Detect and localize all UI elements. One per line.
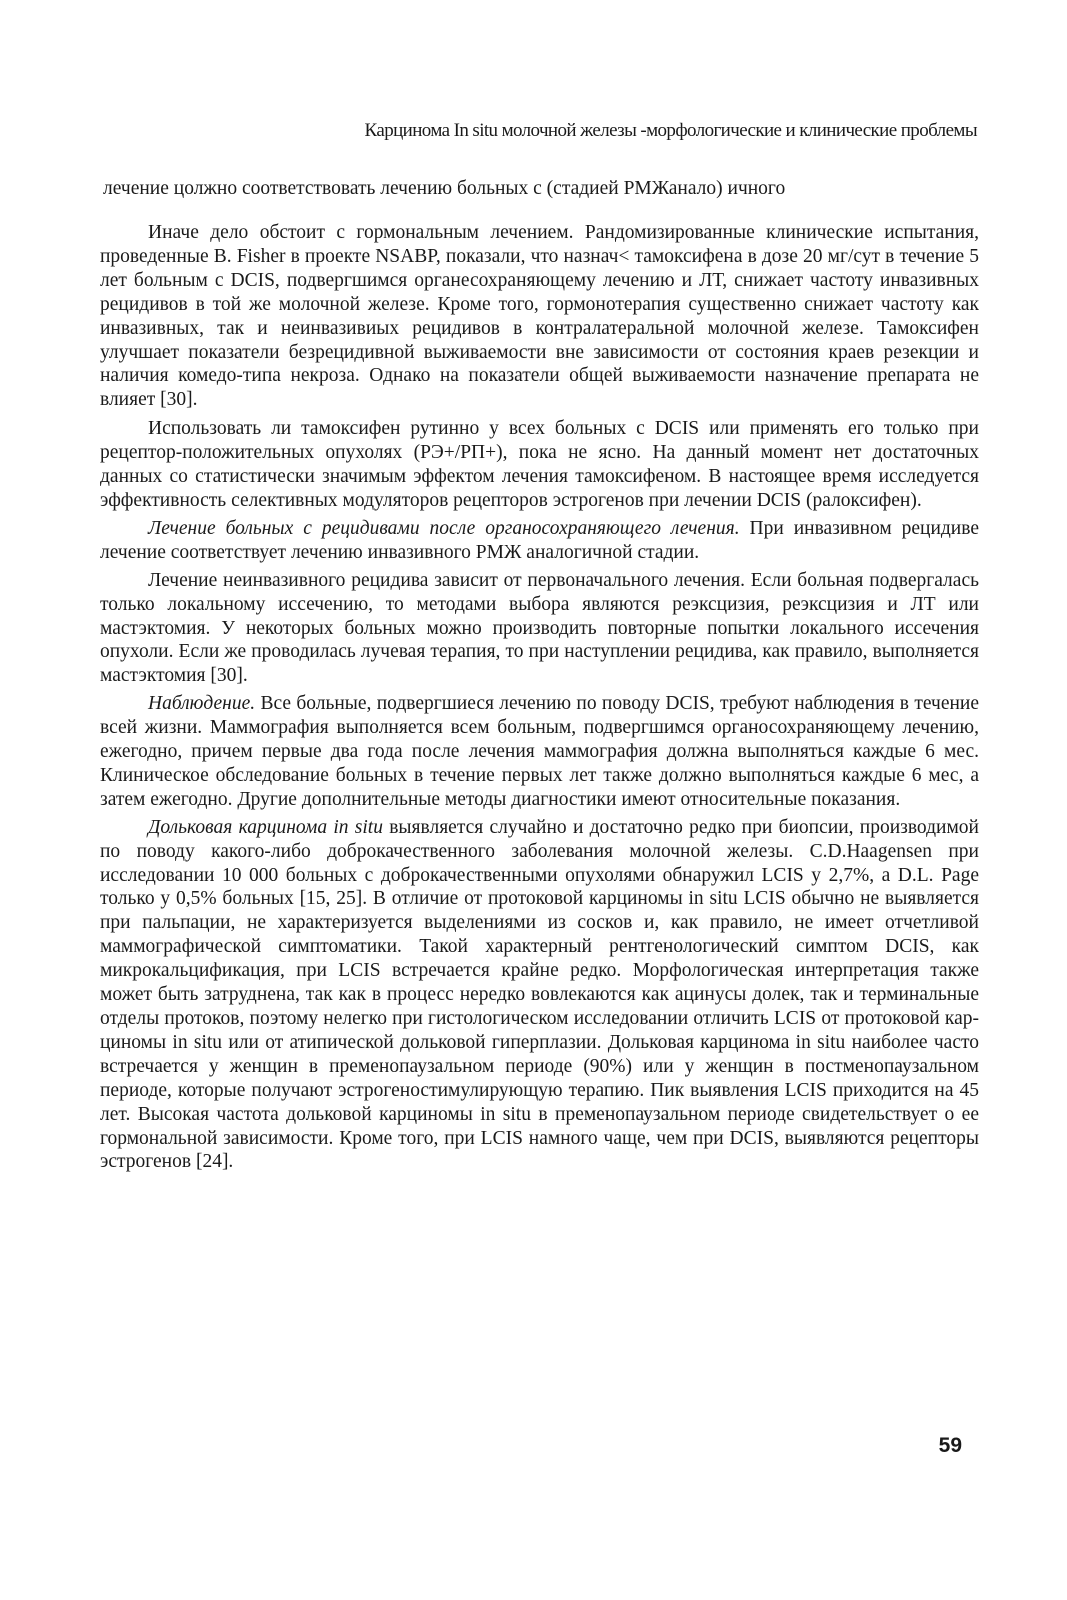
paragraph-text: При инвазивном рецидиве лечение соответствует лечению инвазивного РМЖ аналогичной стадии. xyxy=(100,517,979,563)
running-header: Карцинома In situ молочной железы -морфологические и клинические проблемы xyxy=(364,120,977,141)
paragraph-text: Использовать ли тамоксифен рутинно у всех больных с DCIS или применять его только при рецептор-положительных опухолях (РЭ+/РП+), пока не ясно. На данный момент нет достаточных данных со статистически значимым эффектом лечения тамоксифеном. В настоящее время исследуется эффективность селективных модуляторов рецепторов эстрогенов при лечении DCIS (ралоксифен). xyxy=(100,418,979,511)
paragraph-text: Лечение неинвазивного рецидива зависит от первоначального лечения. Если больная подвергалась только локальному иссечению, то методами выбора являются реэксцизия, реэксцизия и ЛТ или мастэктомия. У некоторых больных можно производить повторные попытки локального иссечения опухоли. Если же проводилась лучевая терапия, то при наступлении рецидива, как правило, выполняется мастэктомия [30]. xyxy=(100,569,979,687)
paragraph-lead-italic: Дольковая карцинома in situ xyxy=(148,816,383,838)
paragraph-lead-italic: Лечение больных с рецидивами после органосохраняющего лечения. xyxy=(148,517,740,539)
page-number: 59 xyxy=(938,1434,962,1457)
paragraph-observation xyxy=(100,692,979,812)
paragraph-lcis xyxy=(100,816,979,1175)
paragraph-tamoxifen xyxy=(100,417,979,513)
body-text xyxy=(100,221,979,1178)
paragraph-recurrence-treatment xyxy=(100,517,979,565)
paragraph-text: выявляется случайно и достаточно редко при биопсии, производимой по поводу какого-либо доброкачественного заболевания молочной железы. C.D.Haagensen при исследовании 10 000 больных с доброкачественными опухолями обнаружил LCIS у 2,7%, а D.L. Page только у 0,5% больных [15, 25]. В отличие от протоковой карциномы in situ LCIS обычно не выявляется при пальпации, не характеризуется выделениями из сосков и, как правило, не имеет отчетливой маммографической симптоматики. Такой характерный рентгенологический симптом DCIS, как микрокальцификация, при LCIS встречается крайне редко. Морфологическая интерпретация также может быть затруднена, так как в процесс нередко вовлекаются как ацинусы долек, так и терминальные отделы протоков, поэтому нелегко при гистологическом исследовании отличить LCIS от протоковой карциномы in situ или от атипической дольковой гиперплазии. Дольковая карцинома in situ наиболее часто встречается у женщин в пременопаузальном периоде (90%) или у женщин в постменопаузальном периоде, которые получают эстрогеностимулирующую терапию. Пик выявления LCIS приходится на 45 лет. Высокая частота дольковой карциномы in situ в пременопаузальном периоде свидетельствует о ее гормональной зависимости. Кроме того, при LCIS намного чаще, чем при DCIS, выявляются рецепторы эстрогенов [24]. xyxy=(100,816,979,1173)
paragraph-text: Иначе дело обстоит с гормональным лечением. Рандомизированные клинические испытания, проведенные B. Fisher в проекте NSABP, показали, что назнач< тамоксифена в дозе 20 мг/сут в течение 5 лет больным с DCIS, подвергшимся органесохраняющему лечению и ЛТ, снижает частоту инвазивных рецидивов в той же молочной железе. Кроме того, гормонотерапия существенно снижает частоту как инвазивных, так и неинвазивиых рецидивов в контралатеральной молочной железе. Тамоксифен улучшает показатели безрецидивной выживаемости вне зависимости от состояния краев резекции и наличия комедо-типа некроза. Однако на показатели общей выживаемости назначение препарата не влияет [30]. xyxy=(100,222,979,411)
paragraph-noninvasive-recurrence xyxy=(100,569,979,689)
paragraph-hormonal-treatment xyxy=(100,221,979,412)
paragraph-lead-italic: Наблюдение. xyxy=(148,693,256,715)
paragraph-text: Все больные, подвергшиеся лечению по поводу DCIS, требуют наблюдения в течение всей жизни. Маммография выполняется всем больным, подвергшимся органосохраняющему лечению, ежегодно, причем первые два года после лечения маммография должна выполняться каждые 6 мес. Клиническое обследование больных в течение первых лет также должно выполняться каждые 6 мес, а затем ежегодно. Другие дополнительные методы диагностики имеют относительные показания. xyxy=(100,693,979,810)
continued-line: лечение цолжно соответствовать лечению больных с (стадией РМЖанало) ичного xyxy=(103,178,786,199)
